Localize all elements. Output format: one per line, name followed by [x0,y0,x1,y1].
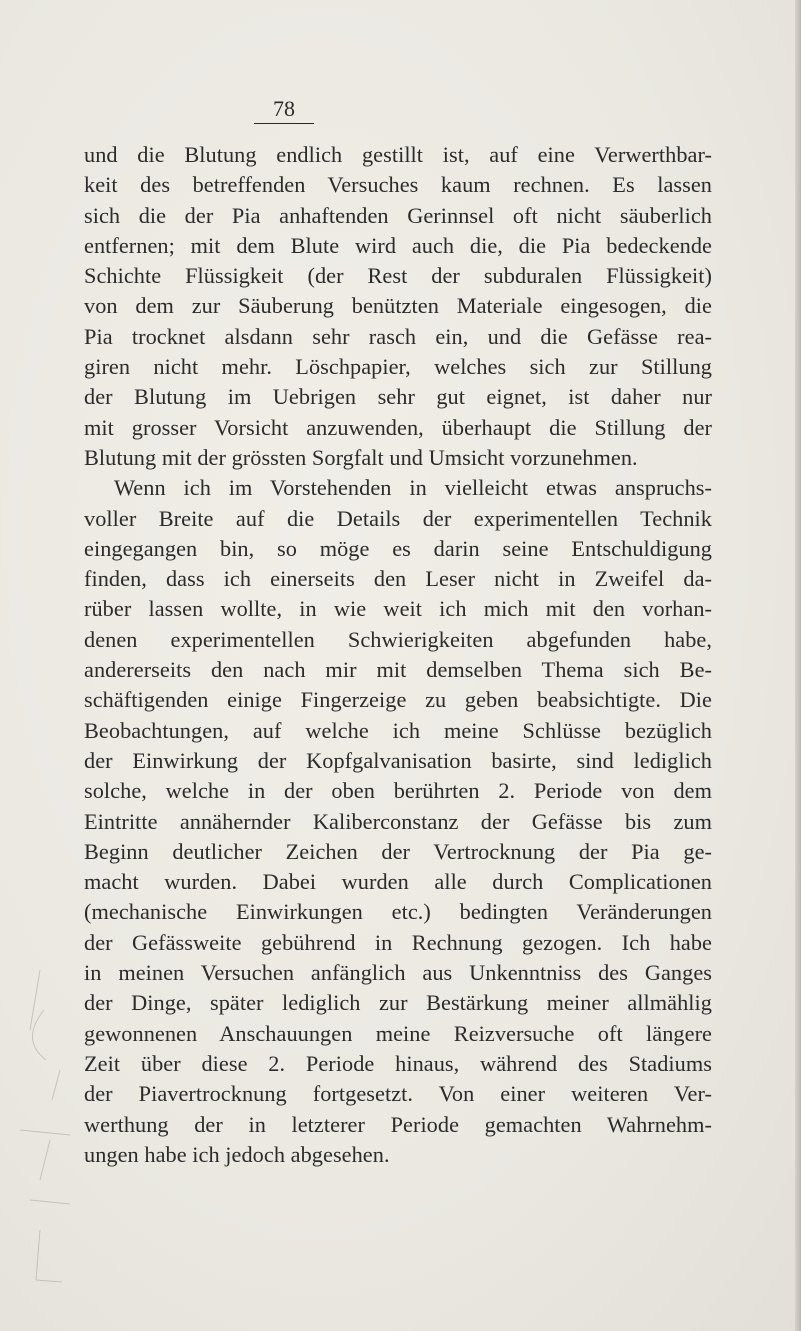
text-line: sich die der Pia anhaftenden Gerinnsel oft nicht säuberlich [84,202,712,228]
text-line: Schichte Flüssigkeit (der Rest der subduralen Flüssigkeit) [84,263,712,289]
text-line: Beginn deutlicher Zeichen der Vertrocknung der Pia ge- [84,838,712,864]
text-line: (mechanische Einwirkungen etc.) bedingten Veränderungen [84,899,712,925]
text-line: Blutung mit der grössten Sorgfalt und Umsicht vorzunehmen. [84,444,638,470]
text-line: Eintritte annähernder Kaliberconstanz der Gefässe bis zum [84,808,712,834]
text-line: voller Breite auf die Details der experimentellen Technik [84,505,712,531]
body-text [84,140,712,1170]
text-line: rüber lassen wollte, in wie weit ich mich mit den vorhan- [84,596,712,622]
text-line: Beobachtungen, auf welche ich meine Schlüsse bezüglich [84,717,712,743]
text-line: werthung der in letzterer Periode gemachten Wahrnehm- [84,1111,712,1137]
page-number: 78 [254,96,314,124]
text-line: der Piavertrocknung fortgesetzt. Von einer weiteren Ver- [84,1081,712,1107]
text-line: eingegangen bin, so möge es darin seine Entschuldigung [84,535,712,561]
page-edge-shadow [795,0,801,1331]
text-line: in meinen Versuchen anfänglich aus Unkenntniss des Ganges [84,960,712,986]
text-line: entfernen; mit dem Blute wird auch die, die Pia bedeckende [84,232,712,258]
text-line: Zeit über diese 2. Periode hinaus, während des Stadiums [84,1050,712,1076]
text-line: von dem zur Säuberung benützten Materiale eingesogen, die [84,293,712,319]
text-line: Wenn ich im Vorstehenden in vielleicht etwas anspruchs- [114,475,712,501]
text-line: keit des betreffenden Versuches kaum rechnen. Es lassen [84,172,712,198]
text-line: schäftigenden einige Fingerzeige zu geben beabsichtigte. Die [84,687,712,713]
text-line: der Blutung im Uebrigen sehr gut eignet, ist daher nur [84,384,712,410]
text-line: ungen habe ich jedoch abgesehen. [84,1141,390,1167]
text-line: der Einwirkung der Kopfgalvanisation basirte, sind lediglich [84,747,712,773]
text-line: solche, welche in der oben berührten 2. Periode von dem [84,778,712,804]
text-line: der Dinge, später lediglich zur Bestärkung meiner allmählig [84,990,712,1016]
text-line: mit grosser Vorsicht anzuwenden, überhaupt die Stillung der [84,414,712,440]
text-line: denen experimentellen Schwierigkeiten abgefunden habe, [84,626,712,652]
text-line: gewonnenen Anschauungen meine Reizversuche oft längere [84,1020,712,1046]
text-line: der Gefässweite gebührend in Rechnung gezogen. Ich habe [84,929,712,955]
text-line: finden, dass ich einerseits den Leser nicht in Zweifel da- [84,566,712,592]
text-line: macht wurden. Dabei wurden alle durch Complicationen [84,869,712,895]
text-line: Pia trocknet alsdann sehr rasch ein, und die Gefässe rea- [84,323,712,349]
text-line: giren nicht mehr. Löschpapier, welches sich zur Stillung [84,354,712,380]
paragraph-1 [84,140,712,473]
margin-pencil-marks [0,950,90,1330]
paragraph-2 [84,473,712,1170]
text-line: andererseits den nach mir mit demselben Thema sich Be- [84,657,712,683]
text-line: und die Blutung endlich gestillt ist, auf eine Verwerthbar- [84,142,712,167]
